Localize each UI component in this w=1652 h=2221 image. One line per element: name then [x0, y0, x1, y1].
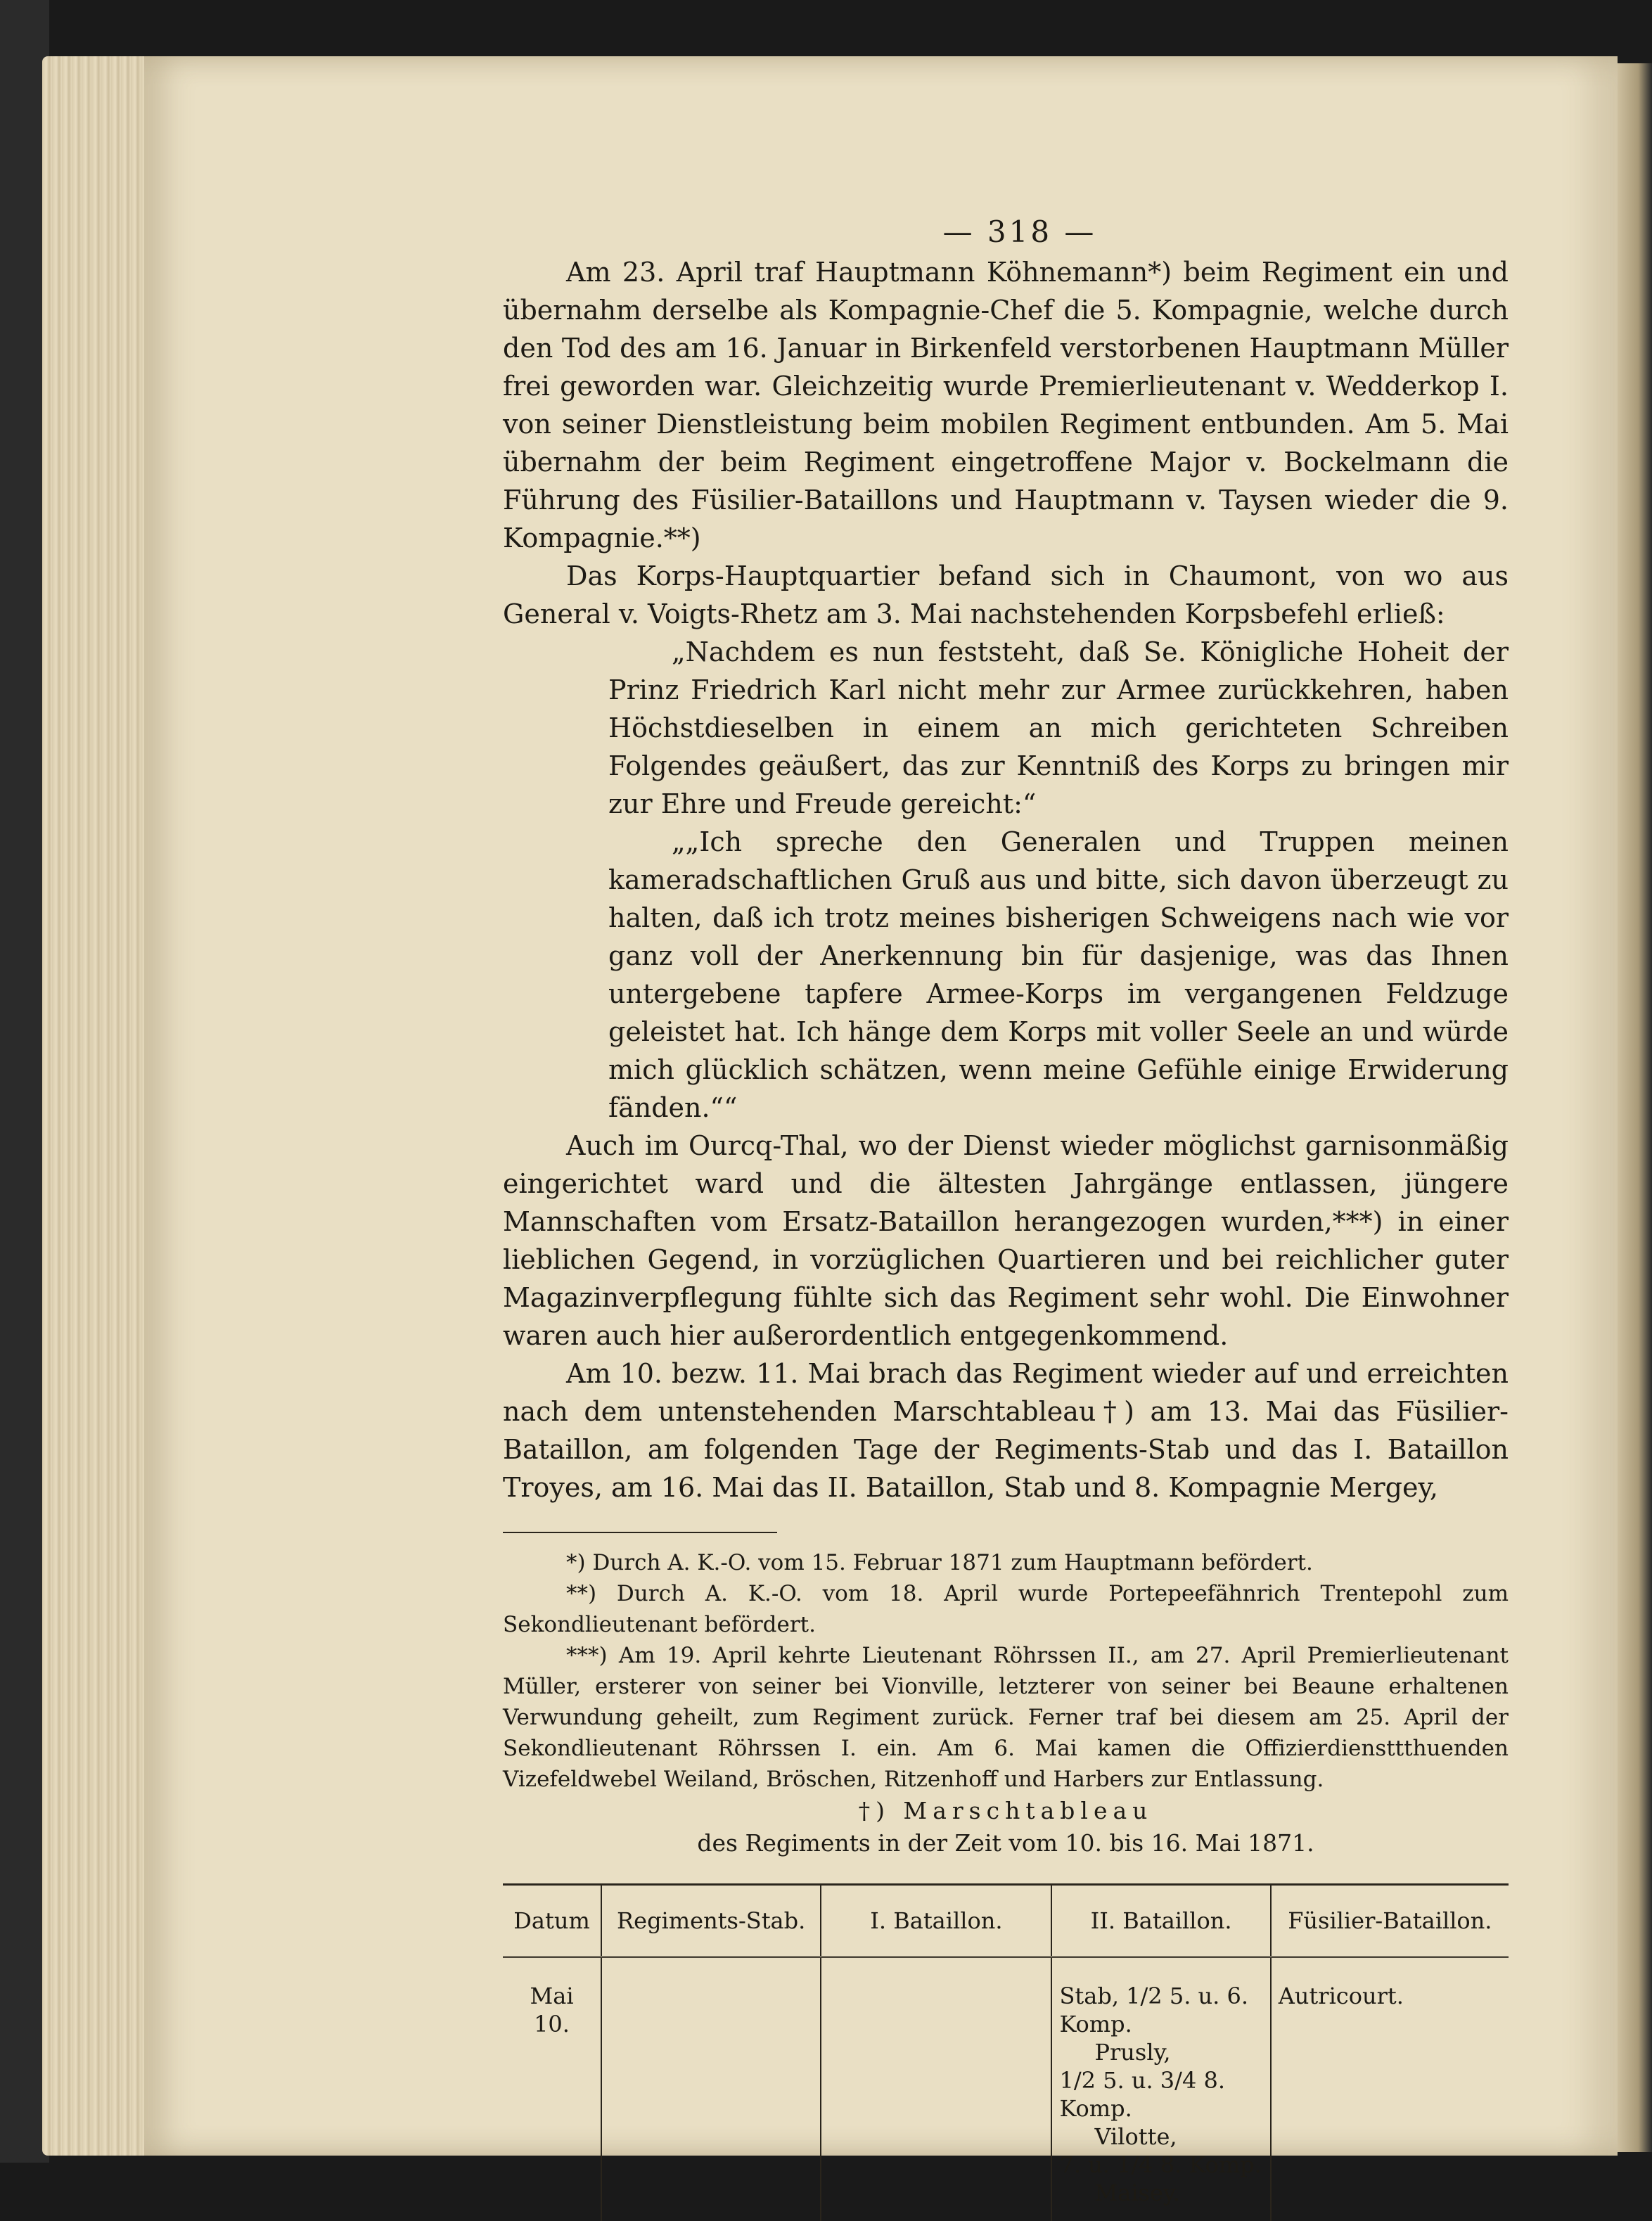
- b2-line-5: 7. u. 1/4 8. Komp.: [1059, 2151, 1262, 2179]
- footnote-2: **) Durch A. K.-O. vom 18. April wurde Portepeefähnrich Trentepohl zum Sekondlieutenant befördert.: [503, 1578, 1509, 1640]
- quote-2: „„Ich spreche den Generalen und Truppen meinen kameradschaftlichen Gruß aus und bitte, sich davon überzeugt zu halten, daß ich trotz meines bisherigen Schweigens nach wie vor ganz voll der Anerkennung bin für dasjenige, was das Ihnen untergebene tapfere Armee-Korps im vergangenen Feldzuge geleistet hat. Ich hänge dem Korps mit voller Seele an und würde mich glücklich schätzen, wenn meine Gefühle einige Erwiderung fänden.““: [608, 823, 1509, 1127]
- cell-bataillon-1: [821, 1957, 1051, 2221]
- page-number: — 318 —: [531, 211, 1509, 253]
- cell-stab: [601, 1957, 821, 2221]
- paragraph-2: Das Korps-Hauptquartier befand sich in Chaumont, von wo aus General v. Voigts-Rhetz am 3. Mai nachstehenden Korpsbefehl erließ:: [503, 557, 1509, 633]
- footnote-1: *) Durch A. K.-O. vom 15. Februar 1871 zum Hauptmann befördert.: [503, 1547, 1509, 1578]
- cell-bataillon-2: [1051, 1957, 1270, 2221]
- header-fusilier: Füsilier-Bataillon.: [1271, 1885, 1509, 1957]
- paragraph-1: Am 23. April traf Hauptmann Köhnemann*) beim Regiment ein und übernahm derselbe als Kompagnie-Chef die 5. Kompagnie, welche durch den Tod des am 16. Januar in Birkenfeld verstorbenen Hauptmann Müller frei geworden war. Gleichzeitig wurde Premierlieutenant v. Wedderkop I. von seiner Dienstleistung beim mobilen Regiment entbunden. Am 5. Mai übernahm der beim Regiment eingetroffene Major v. Bockelmann die Führung des Füsilier-Bataillons und Hauptmann v. Taysen wieder die 9. Kompagnie.**): [503, 253, 1509, 557]
- b2-line-2: Prusly,: [1059, 2038, 1262, 2066]
- cell-date: [503, 1957, 601, 2221]
- page-edge-right: [1618, 63, 1652, 2152]
- b2-line-4: Vilotte,: [1059, 2123, 1262, 2151]
- header-date: Datum: [503, 1885, 601, 1957]
- header-bataillon-2: II. Bataillon.: [1051, 1885, 1270, 1957]
- paragraph-4: Am 10. bezw. 11. Mai brach das Regiment wieder auf und erreichten nach dem untenstehenden Marschtableau†) am 13. Mai das Füsilier-Bataillon, am folgenden Tage der Regiments-Stab und das I. Bataillon Troyes, am 16. Mai das II. Bataillon, Stab und 8. Kompagnie Mergey,: [503, 1355, 1509, 1506]
- table-title: †) Marschtableau: [503, 1795, 1509, 1827]
- b2-line-3: 1/2 5. u. 3/4 8. Komp.: [1059, 2066, 1262, 2123]
- b2-line-1: Stab, 1/2 5. u. 6. Komp.: [1059, 1982, 1262, 2038]
- page-edges-left: [42, 56, 148, 2156]
- b2-line-6: Maisey.: [1059, 2179, 1262, 2207]
- date-day: 10.: [510, 2010, 594, 2038]
- date-month: Mai: [510, 1982, 594, 2010]
- quote-1: „Nachdem es nun feststeht, daß Se. Königliche Hoheit der Prinz Friedrich Karl nicht mehr zur Armee zurückkehren, haben Höchstdieselben in einem an mich gerichteten Schreiben Folgendes geäußert, das zur Kenntniß des Korps zu bringen mir zur Ehre und Freude gereicht:“: [608, 633, 1509, 823]
- cell-fusilier: Autricourt.: [1271, 1957, 1509, 2221]
- table-header-row: [503, 1885, 1509, 1957]
- footnote-divider: [503, 1532, 777, 1533]
- page-content: [503, 211, 1509, 2221]
- table-subtitle: des Regiments in der Zeit vom 10. bis 16. Mai 1871.: [503, 1827, 1509, 1860]
- footnote-3: ***) Am 19. April kehrte Lieutenant Röhrssen II., am 27. April Premierlieutenant Müller, ersterer von seiner bei Vionville, letzterer von seiner bei Beaune erhaltenen Verwundung geheilt, zum Regiment zurück. Ferner traf bei diesem am 25. April der Sekondlieutenant Röhrssen I. ein. Am 6. Mai kamen die Offizierdiensttthuenden Vizefeldwebel Weiland, Bröschen, Ritzenhoff und Harbers zur Entlassung.: [503, 1640, 1509, 1795]
- paragraph-3: Auch im Ourcq-Thal, wo der Dienst wieder möglichst garnisonmäßig eingerichtet ward und die ältesten Jahrgänge entlassen, jüngere Mannschaften vom Ersatz-Bataillon herangezogen wurden,***) in einer lieblichen Gegend, in vorzüglichen Quartieren und bei reichlicher guter Magazinverpflegung fühlte sich das Regiment sehr wohl. Die Einwohner waren auch hier außerordentlich entgegenkommend.: [503, 1127, 1509, 1355]
- header-stab: Regiments-Stab.: [601, 1885, 821, 1957]
- header-bataillon-1: I. Bataillon.: [821, 1885, 1051, 1957]
- march-table: [503, 1883, 1509, 2221]
- table-row: [503, 1957, 1509, 2221]
